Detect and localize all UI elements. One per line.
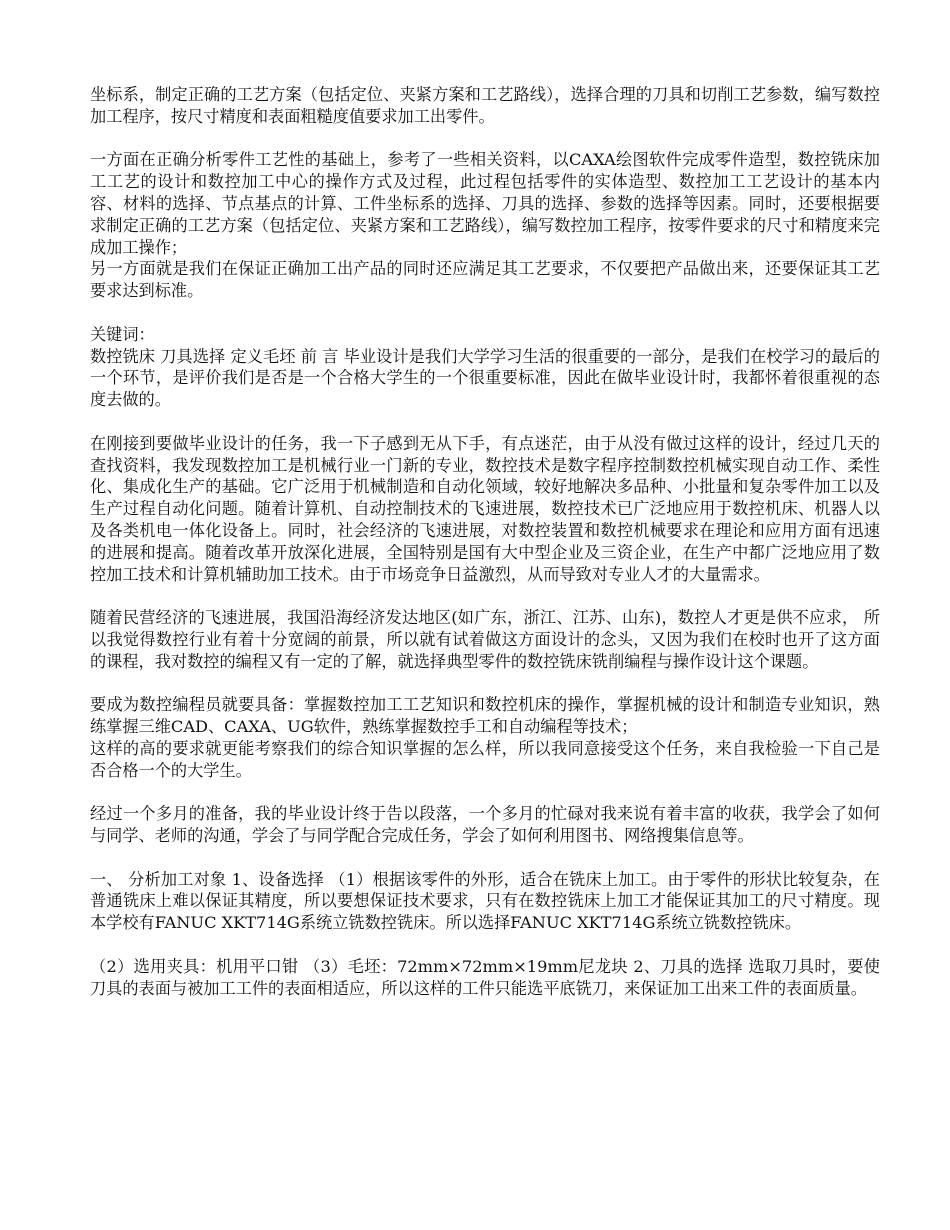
- paragraph-preparation: 经过一个多月的准备，我的毕业设计终于告以段落，一个多月的忙碌对我来说有着丰富的收获，我学会了如何与同学、老师的沟通，学会了与同学配合完成任务，学会了如何利用图书、网络搜集信息等。: [90, 804, 880, 846]
- paragraph-self-check: 这样的高的要求就更能考察我们的综合知识掌握的怎么样，所以我同意接受这个任务，来自我检验一下自己是否合格一个的大学生。: [90, 738, 880, 780]
- document-page: [90, 84, 880, 1021]
- paragraph-fixture-tools: （2）选用夹具：机用平口钳 （3）毛坯：72mm×72mm×19mm尼龙块 2、刀具的选择 选取刀具时，要使刀具的表面与被加工工件的表面相适应，所以这样的工件只能选平底铣刀，来保证加工出来工件的表面质量。: [90, 956, 880, 998]
- paragraph-private-economy: 随着民营经济的飞速进展，我国沿海经济发达地区(如广东，浙江、江苏、山东)，数控人才更是供不应求， 所以我觉得数控行业有着十分宽阔的前景，所以就有试着做这方面设计的念头，又因为我们在校时也开了这方面的课程，我对数控的编程又有一定的了解，就选择典型零件的数控铣床铣削编程与操作设计这个课题。: [90, 608, 880, 671]
- paragraph-programmer-skills: 要成为数控编程员就要具备：掌握数控加工工艺知识和数控机床的操作，掌握机械的设计和制造专业知识，熟练掌握三维CAD、CAXA、UG软件，熟练掌握数控手工和自动编程等技术；: [90, 695, 880, 737]
- paragraph-task-background: 在刚接到要做毕业设计的任务，我一下子感到无从下手，有点迷茫，由于从没有做过这样的设计，经过几天的查找资料，我发现数控加工是机械行业一门新的专业，数控技术是数字程序控制数控机械实现自动工作、柔性化、集成化生产的基础。它广泛用于机械制造和自动化领域，较好地解决多品种、小批量和复杂零件加工以及生产过程自动化问题。随着计算机、自动控制技术的飞速进展，数控技术已广泛地应用于数控机床、机器人以及各类机电一体化设备上。同时，社会经济的飞速进展，对数控装置和数控机械要求在理论和应用方面有迅速的进展和提高。随着改革开放深化进展，全国特别是国有大中型企业及三资企业，在生产中都广泛地应用了数控加工技术和计算机辅助加工技术。由于市场竞争日益激烈，从而导致对专业人才的大量需求。: [90, 433, 880, 584]
- paragraph-one-side: 一方面在正确分析零件工艺性的基础上，参考了一些相关资料，以CAXA绘图软件完成零件造型，数控铣床加工工艺的设计和数控加工中心的操作方式及过程，此过程包括零件的实体造型、数控加工工艺设计的基本内容、材料的选择、节点基点的计算、工件坐标系的选择、刀具的选择、参数的选择等因素。同时，还要根据要求制定正确的工艺方案（包括定位、夹紧方案和工艺路线），编写数控加工程序，按零件要求的尺寸和精度来完成加工操作；: [90, 150, 880, 257]
- paragraph-other-side: 另一方面就是我们在保证正确加工出产品的同时还应满足其工艺要求，不仅要把产品做出来，还要保证其工艺要求达到标准。: [90, 259, 880, 301]
- paragraph-intro: 坐标系，制定正确的工艺方案（包括定位、夹紧方案和工艺路线），选择合理的刀具和切削工艺参数，编写数控加工程序，按尺寸精度和表面粗糙度值要求加工出零件。: [90, 85, 880, 126]
- paragraph-keywords-preface: 数控铣床 刀具选择 定义毛坯 前 言 毕业设计是我们大学学习生活的很重要的一部分，是我们在校学习的最后的一个环节，是评价我们是否是一个合格大学生的一个很重要标准，因此在做毕业设计时，我都怀着很重视的态度去做的。: [90, 346, 880, 410]
- paragraph-machining-analysis: 一、 分析加工对象 1、设备选择 （1）根据该零件的外形，适合在铣床上加工。由于零件的形状比较复杂，在普通铣床上难以保证其精度，所以要想保证技术要求，只有在数控铣床上加工才能保证其加工的尺寸精度。现本学校有FANUC XKT714G系统立铣数控铣床。所以选择FANUC XKT714G系统立铣数控铣床。: [90, 869, 880, 933]
- keywords-label: 关键词：: [90, 324, 155, 344]
